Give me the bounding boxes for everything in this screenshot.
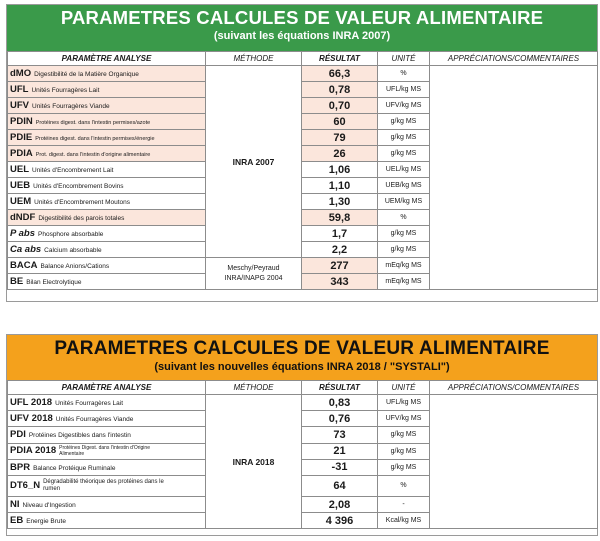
param-abbr: UFV bbox=[10, 100, 29, 111]
param-desc: Protéines Digestibles dans l'intestin bbox=[28, 432, 131, 440]
inra-2018-banner bbox=[7, 335, 597, 380]
param-abbr: UEM bbox=[10, 196, 32, 207]
table-row bbox=[8, 395, 598, 411]
inra-2018-table bbox=[7, 380, 598, 529]
param-abbr: UFL 2018 bbox=[10, 397, 53, 409]
method-cell-meschy: Meschy/Peyraud INRA/INAPG 2004 bbox=[206, 258, 302, 290]
header-unit: UNITÉ bbox=[378, 381, 430, 395]
param-abbr: BE bbox=[10, 276, 24, 287]
param-abbr: dMO bbox=[10, 68, 32, 79]
header-result: RÉSULTAT bbox=[302, 381, 378, 395]
unit-value: mEq/kg MS bbox=[378, 258, 430, 274]
param-desc: Unités d'Encombrement Bovins bbox=[33, 183, 124, 190]
header-comments: APPRÉCIATIONS/COMMENTAIRES bbox=[430, 52, 598, 66]
table-row bbox=[8, 66, 598, 82]
table-title: PARAMETRES CALCULES DE VALEUR ALIMENTAIRE bbox=[60, 7, 544, 28]
param-desc: Digestibilité de la Matière Organique bbox=[34, 71, 139, 78]
param-desc: Digestibilité des parois totales bbox=[38, 215, 125, 222]
param-abbr: PDI bbox=[10, 429, 26, 441]
result-value: 60 bbox=[302, 114, 378, 130]
param-desc: Calcium absorbable bbox=[44, 247, 102, 254]
unit-value: UEM/kg MS bbox=[378, 194, 430, 210]
param-desc: Unités d'Encombrement Lait bbox=[32, 167, 114, 174]
param-desc: Bilan Electrolytique bbox=[26, 279, 82, 286]
result-value: 26 bbox=[302, 146, 378, 162]
result-value: 2,08 bbox=[302, 496, 378, 512]
comments-cell bbox=[430, 66, 598, 290]
param-desc: Balance Anions/Cations bbox=[40, 263, 110, 270]
param-abbr: PDIA 2018 bbox=[10, 445, 57, 457]
table-title: PARAMETRES CALCULES DE VALEUR ALIMENTAIRE bbox=[54, 338, 550, 359]
result-value: 1,7 bbox=[302, 226, 378, 242]
table-subtitle: (suivant les nouvelles équations INRA 2018 / "SYSTALI") bbox=[154, 361, 450, 373]
unit-value: UFV/kg MS bbox=[378, 98, 430, 114]
result-value: 343 bbox=[302, 274, 378, 290]
result-value: 0,70 bbox=[302, 98, 378, 114]
param-desc: Unités Fourragères Viande bbox=[55, 416, 134, 424]
param-desc: Unités Fourragères Lait bbox=[31, 87, 100, 94]
result-value: 64 bbox=[302, 475, 378, 496]
header-param: PARAMÈTRE ANALYSE bbox=[8, 52, 206, 66]
unit-value: g/kg MS bbox=[378, 146, 430, 162]
header-method: MÉTHODE bbox=[206, 52, 302, 66]
result-value: 277 bbox=[302, 258, 378, 274]
unit-value: UFL/kg MS bbox=[378, 395, 430, 411]
header-param: PARAMÈTRE ANALYSE bbox=[8, 381, 206, 395]
unit-value: g/kg MS bbox=[378, 130, 430, 146]
param-desc: Protéines digest. dans l'intestin permises/énergie bbox=[35, 136, 155, 142]
param-abbr: PDIA bbox=[10, 148, 33, 159]
header-result: RÉSULTAT bbox=[302, 52, 378, 66]
unit-value: g/kg MS bbox=[378, 459, 430, 475]
unit-value: g/kg MS bbox=[378, 242, 430, 258]
unit-value: g/kg MS bbox=[378, 427, 430, 443]
result-value: 0,83 bbox=[302, 395, 378, 411]
method-cell: INRA 2018 bbox=[206, 395, 302, 529]
param-desc: Unités d'Encombrement Moutons bbox=[34, 199, 131, 206]
unit-value: % bbox=[378, 210, 430, 226]
param-abbr: UFL bbox=[10, 84, 29, 95]
param-desc: Niveau d'Ingestion bbox=[22, 502, 76, 510]
result-value: 21 bbox=[302, 443, 378, 459]
param-abbr: PDIE bbox=[10, 132, 33, 143]
result-value: 1,30 bbox=[302, 194, 378, 210]
param-desc: Dégradabilité théorique des protéines dans le rumen bbox=[43, 478, 164, 492]
unit-value: % bbox=[378, 66, 430, 82]
param-abbr: EB bbox=[10, 515, 24, 527]
inra-2007-banner bbox=[7, 5, 597, 51]
inra-2007-table bbox=[7, 51, 598, 290]
param-desc: Protéines Digest. dans l'intestin d'Origine Alimentaire bbox=[59, 445, 150, 458]
header-unit: UNITÉ bbox=[378, 52, 430, 66]
inra-2018-panel bbox=[6, 334, 598, 536]
param-desc: Prot. digest. dans l'intestin d'origine alimentaire bbox=[35, 152, 151, 158]
param-desc: Unités Fourragères Lait bbox=[55, 400, 123, 408]
table-subtitle: (suivant les équations INRA 2007) bbox=[213, 30, 391, 42]
header-comments: APPRÉCIATIONS/COMMENTAIRES bbox=[430, 381, 598, 395]
param-abbr: BACA bbox=[10, 260, 38, 271]
param-abbr: NI bbox=[10, 499, 20, 511]
param-desc: Balance Protéique Ruminale bbox=[33, 464, 116, 472]
result-value: 79 bbox=[302, 130, 378, 146]
param-abbr: UFV 2018 bbox=[10, 413, 53, 425]
unit-value: - bbox=[378, 496, 430, 512]
param-desc: Protéines digest. dans l'intestin permises/azote bbox=[35, 120, 151, 126]
param-abbr: BPR bbox=[10, 461, 31, 473]
result-value: 4 396 bbox=[302, 513, 378, 529]
method-cell: INRA 2007 bbox=[206, 66, 302, 258]
param-desc: Unités Fourragères Viande bbox=[32, 103, 110, 110]
param-abbr: PDIN bbox=[10, 116, 33, 127]
unit-value: UEB/kg MS bbox=[378, 178, 430, 194]
result-value: -31 bbox=[302, 459, 378, 475]
result-value: 0,78 bbox=[302, 82, 378, 98]
param-abbr: UEB bbox=[10, 180, 31, 191]
param-abbr: UEL bbox=[10, 164, 29, 175]
header-method: MÉTHODE bbox=[206, 381, 302, 395]
inra-2007-panel bbox=[6, 4, 598, 302]
unit-value: UEL/kg MS bbox=[378, 162, 430, 178]
result-value: 59,8 bbox=[302, 210, 378, 226]
unit-value: UFL/kg MS bbox=[378, 82, 430, 98]
unit-value: Kcal/kg MS bbox=[378, 513, 430, 529]
unit-value: g/kg MS bbox=[378, 114, 430, 130]
result-value: 1,06 bbox=[302, 162, 378, 178]
unit-value: % bbox=[378, 475, 430, 496]
result-value: 1,10 bbox=[302, 178, 378, 194]
result-value: 0,76 bbox=[302, 411, 378, 427]
param-desc: Energie Brute bbox=[26, 518, 66, 526]
comments-cell bbox=[430, 395, 598, 529]
param-abbr: DT6_N bbox=[10, 479, 41, 491]
unit-value: mEq/kg MS bbox=[378, 274, 430, 290]
param-abbr: Ca abs bbox=[10, 244, 42, 255]
param-desc: Phosphore absorbable bbox=[38, 231, 104, 238]
result-value: 2,2 bbox=[302, 242, 378, 258]
header-row bbox=[8, 52, 598, 66]
unit-value: g/kg MS bbox=[378, 226, 430, 242]
result-value: 66,3 bbox=[302, 66, 378, 82]
header-row bbox=[8, 381, 598, 395]
param-abbr: P abs bbox=[10, 228, 35, 239]
result-value: 73 bbox=[302, 427, 378, 443]
unit-value: UFV/kg MS bbox=[378, 411, 430, 427]
param-abbr: dNDF bbox=[10, 212, 36, 223]
unit-value: g/kg MS bbox=[378, 443, 430, 459]
